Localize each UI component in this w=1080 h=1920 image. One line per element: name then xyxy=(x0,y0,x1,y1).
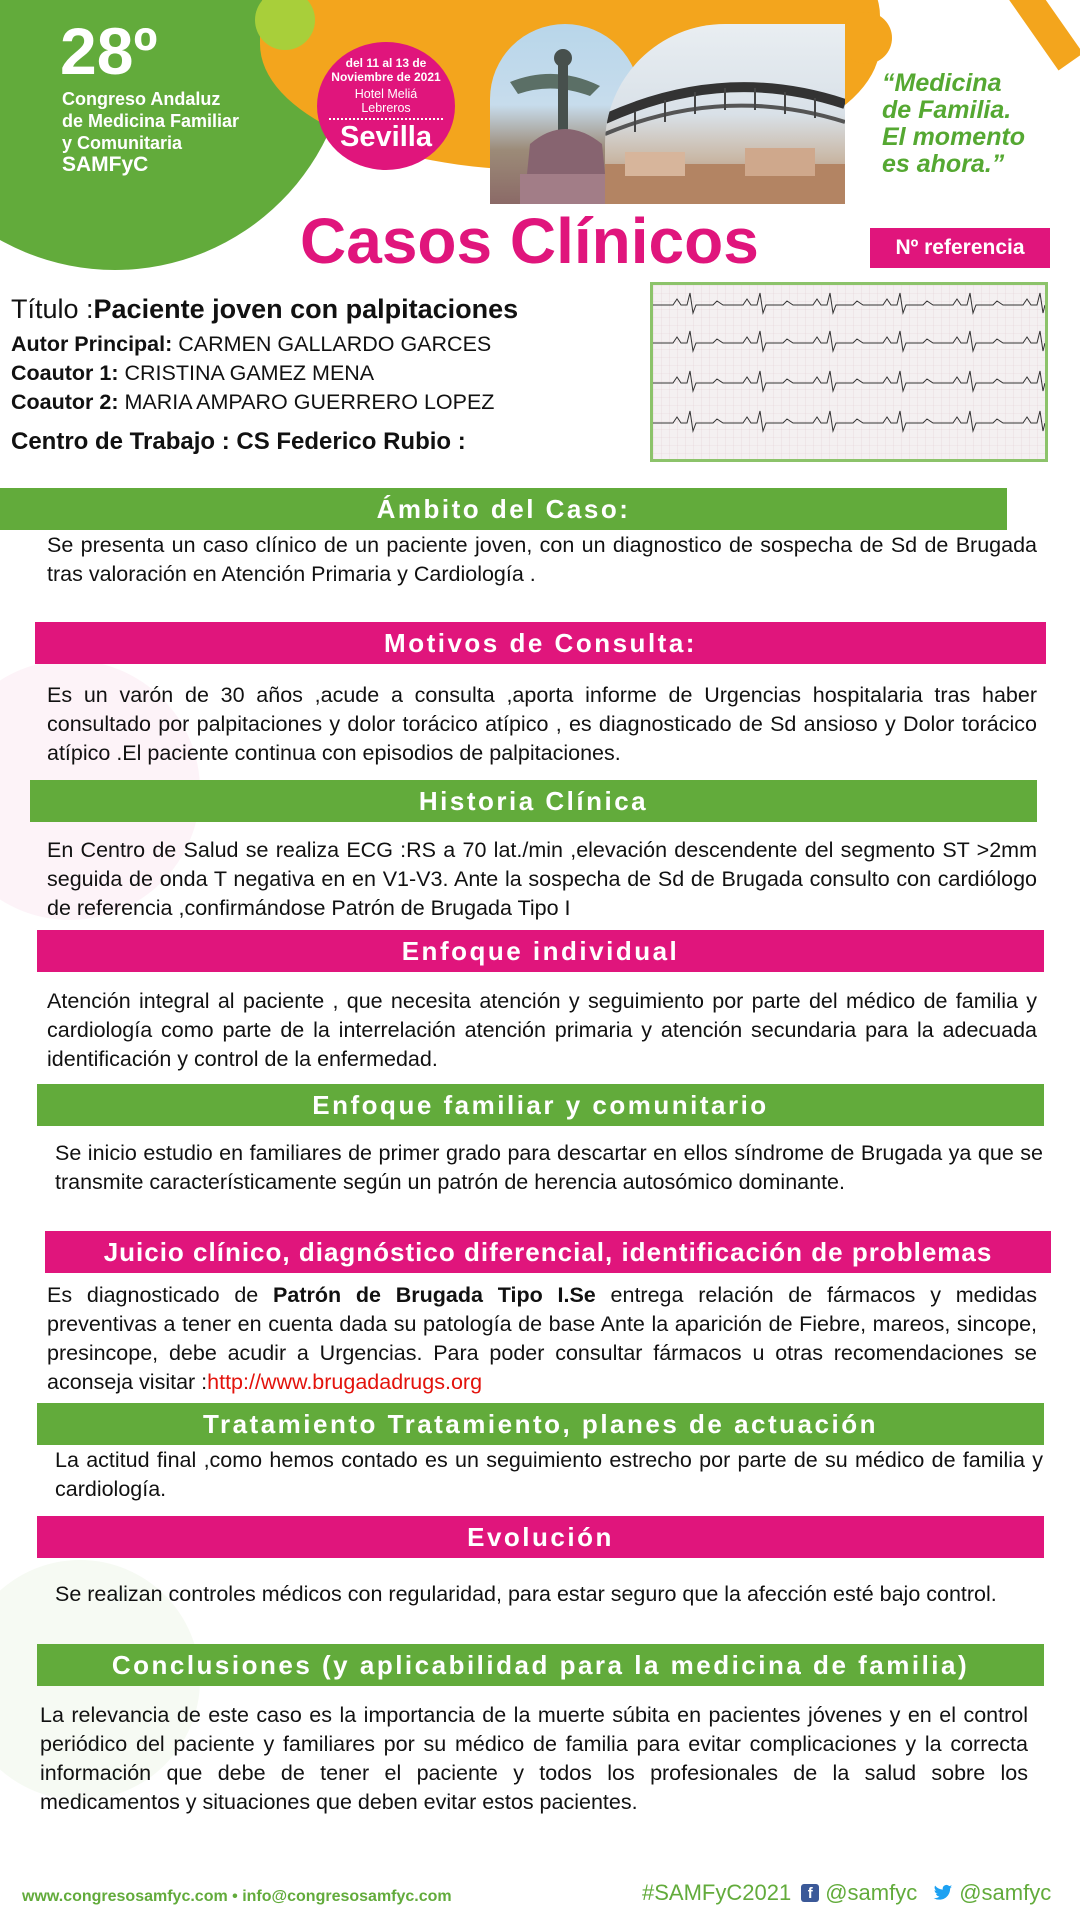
section-familiar-heading: Enfoque familiar y comunitario xyxy=(37,1084,1044,1126)
section-evolucion-text: Se realizan controles médicos con regularidad, para estar seguro que la afección esté bajo control. xyxy=(55,1582,997,1606)
footer-twitter-link[interactable]: @samfyc xyxy=(959,1880,1052,1905)
coauthor2-line xyxy=(11,390,494,415)
title-label: Título : xyxy=(11,294,94,324)
section-historia-heading: Historia Clínica xyxy=(30,780,1037,822)
header-orange-dot xyxy=(840,12,892,64)
author-value: CARMEN GALLARDO GARCES xyxy=(178,332,492,356)
slogan: “Medicina de Familia. El momento es ahora.” xyxy=(882,69,1026,178)
congress-org: SAMFyC xyxy=(62,153,149,176)
footer-social xyxy=(642,1880,1051,1906)
twitter-icon xyxy=(933,1884,953,1902)
ecg-trace xyxy=(653,285,1045,459)
congress-line-3: y Comunitaria xyxy=(62,133,183,153)
section-ambito-heading: Ámbito del Caso: xyxy=(0,488,1007,530)
footer-hashtag: #SAMFyC2021 xyxy=(642,1880,792,1905)
venue-name: Hotel Meliá Lebreros xyxy=(329,87,443,120)
footer-contact xyxy=(22,1888,452,1906)
author-label: Autor Principal: xyxy=(11,332,173,356)
coauthor2-value: MARIA AMPARO GUERRERO LOPEZ xyxy=(124,390,495,414)
footer-facebook-link[interactable]: @samfyc xyxy=(825,1880,918,1905)
congress-line-1: Congreso Andaluz xyxy=(62,89,221,109)
juicio-text-pre: Es diagnosticado de xyxy=(47,1283,274,1307)
section-tratamiento-text: La actitud final ,como hemos contado es un seguimiento estrecho por parte de su médico de familia y cardiología. xyxy=(55,1448,1043,1501)
dates-badge xyxy=(317,42,455,170)
coauthor1-label: Coautor 1: xyxy=(11,361,119,385)
section-historia-text: En Centro de Salud se realiza ECG :RS a 70 lat./min ,elevación descendente del segmento ST >2mm seguida de onda T negativa en en V1-V3. Ante la sospecha de Sd de Brugada consulto con cardiólogo de referencia ,confirmándose Patrón de Brugada Tipo I xyxy=(47,838,1037,920)
section-motivos-heading: Motivos de Consulta: xyxy=(35,622,1046,664)
section-juicio-text xyxy=(47,1281,1037,1397)
section-conclusiones-heading: Conclusiones (y aplicabilidad para la medicina de familia) xyxy=(37,1644,1044,1686)
ecg-image xyxy=(650,282,1048,462)
section-evolucion-heading: Evolución xyxy=(37,1516,1044,1558)
section-familiar-text: Se inicio estudio en familiares de primer grado para descartar en ellos síndrome de Brugada ya que se transmite característicamente según un patrón de herencia autosómico dominante. xyxy=(55,1141,1043,1194)
juicio-text-bold: Patrón de Brugada Tipo I.Se xyxy=(273,1283,596,1307)
section-individual-text: Atención integral al paciente , que necesita atención y seguimiento por parte del médico de familia y cardiología como parte de la interrelación atención primaria y atención secundaria para la adecuada identificación y control de la enfermedad. xyxy=(47,989,1037,1071)
center-label: Centro de Trabajo : xyxy=(11,428,230,455)
city-name: Sevilla xyxy=(340,121,432,153)
reference-number-badge: Nº referencia xyxy=(870,228,1050,268)
center-value: CS Federico Rubio : xyxy=(236,428,466,455)
congress-name xyxy=(62,88,239,176)
footer-email-link[interactable]: info@congresosamfyc.com xyxy=(242,1888,452,1905)
title-value: Paciente joven con palpitaciones xyxy=(93,294,519,324)
facebook-icon: f xyxy=(801,1884,819,1902)
section-conclusiones-text: La relevancia de este caso es la importancia de la muerte súbita en pacientes jóvenes y en el control periódico del paciente y familiares por su médico de familia para evitar complicaciones y la correcta información que debe de tener el paciente y todos los profesionales de la salud sobre los medicamentos y situaciones que deben evitar estos pacientes. xyxy=(40,1703,1028,1814)
footer-separator-icon: • xyxy=(232,1888,243,1905)
section-ambito-text: Se presenta un caso clínico de un paciente joven, con un diagnostico de sospecha de Sd de Brugada tras valoración en Atención Primaria y Cardiología . xyxy=(47,533,1037,586)
juicio-text-post: entrega relación de fármacos y medidas preventivas a tener en cuenta dada su patología de base Ante la aparición de Fiebre, mareos, sincope, presincope, debe acudir a Urgencias. Para poder consultar fármacos u otras recomendaciones se aconseja visitar : xyxy=(47,1283,1037,1394)
coauthor1-line xyxy=(11,361,374,386)
congress-line-2: de Medicina Familiar xyxy=(62,111,240,131)
section-juicio-heading: Juicio clínico, diagnóstico diferencial, identificación de problemas xyxy=(45,1231,1051,1273)
case-title xyxy=(11,294,518,325)
section-individual-heading: Enfoque individual xyxy=(37,930,1044,972)
section-tratamiento-heading: Tratamiento Tratamiento, planes de actuación xyxy=(37,1403,1044,1445)
dates-line-1: del 11 al 13 de xyxy=(345,56,427,70)
work-center-line xyxy=(11,428,466,456)
header-corner-stripe xyxy=(1007,0,1080,70)
author-line xyxy=(11,332,491,357)
coauthor2-label: Coautor 2: xyxy=(11,390,119,414)
brugada-drugs-link[interactable]: http://www.brugadadrugs.org xyxy=(207,1370,483,1394)
edition-number: 28º xyxy=(60,14,158,88)
document-title: Casos Clínicos xyxy=(300,205,759,277)
coauthor1-value: CRISTINA GAMEZ MENA xyxy=(124,361,375,385)
footer-website-link[interactable]: www.congresosamfyc.com xyxy=(22,1888,228,1905)
dates-line-2: Noviembre de 2021 xyxy=(331,70,441,84)
section-motivos-text: Es un varón de 30 años ,acude a consulta ,aporta informe de Urgencias hospitalaria tras haber consultado por palpitaciones y dolor torácico atípico , es diagnosticado de Sd ansioso y Dolor torácico atípico .El paciente continua con episodios de palpitaciones. xyxy=(47,683,1037,765)
